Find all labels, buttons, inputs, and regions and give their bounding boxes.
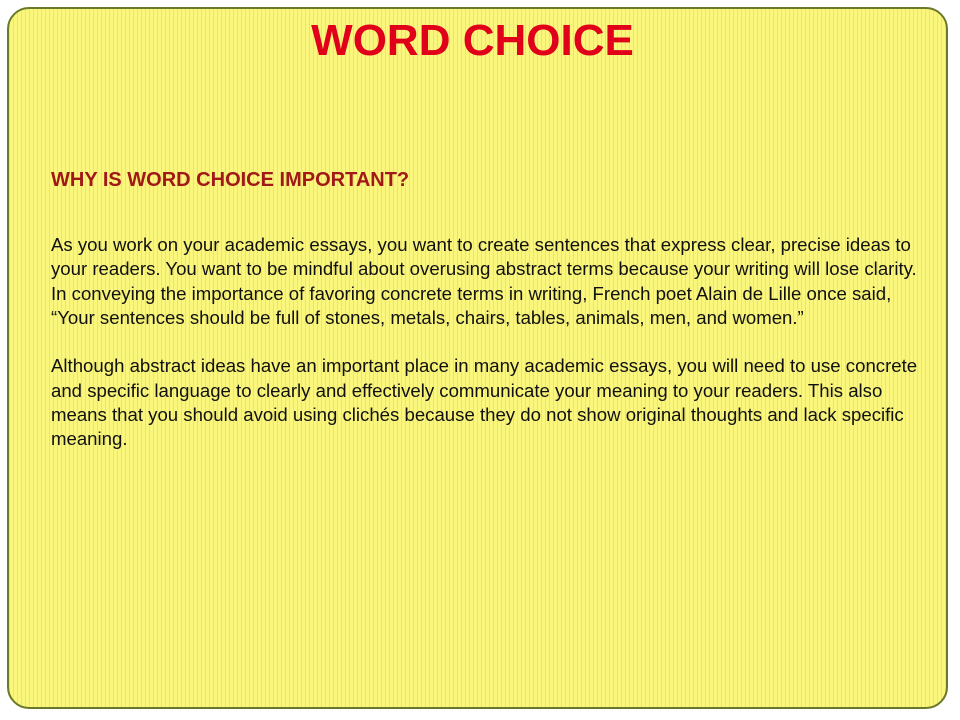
slide-panel: [7, 7, 948, 709]
body-text: [51, 233, 921, 452]
paragraph-1: As you work on your academic essays, you want to create sentences that express clear, precise ideas to your readers. You want to be mindful about overusing abstract terms because your writing will lose clarity. In conveying the importance of favoring concrete terms in writing, French poet Alain de Lille once said, “Your sentences should be full of stones, metals, chairs, tables, animals, men, and women.”: [51, 234, 917, 328]
paragraph-2: Although abstract ideas have an important place in many academic essays, you will need to use concrete and specific language to clearly and effectively communicate your meaning to your readers. This also means that you should avoid using clichés because they do not show original thoughts and lack specific meaning.: [51, 355, 918, 450]
slide-title: WORD CHOICE: [311, 16, 634, 65]
section-heading: WHY IS WORD CHOICE IMPORTANT?: [51, 169, 410, 191]
